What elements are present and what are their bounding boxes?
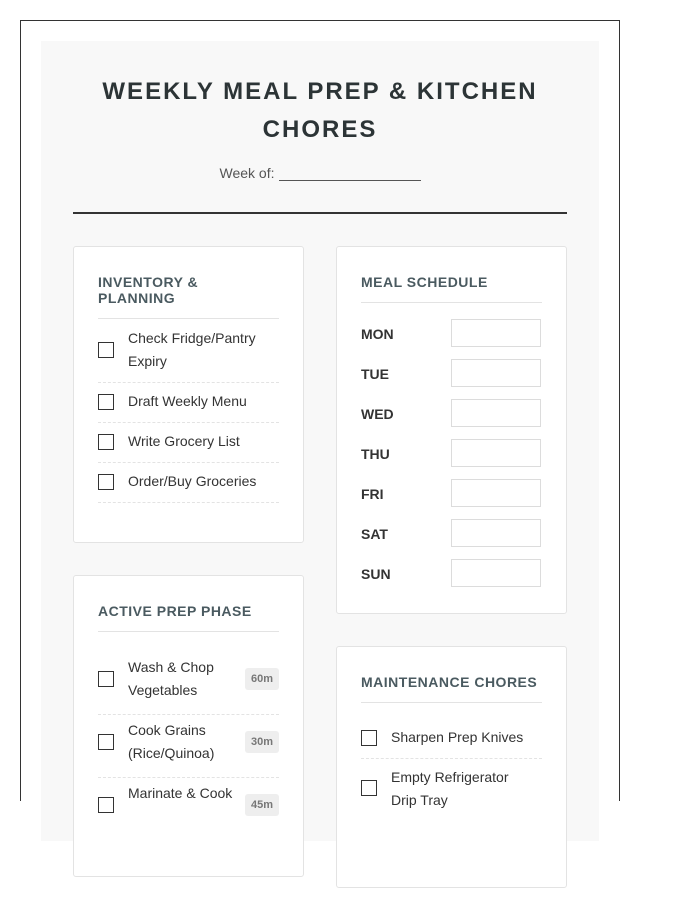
task-label-line: Wash & Chop — [128, 659, 214, 675]
task-row — [98, 714, 279, 778]
task-label: Draft Weekly Menu — [128, 393, 247, 409]
day-label-wed: WED — [361, 406, 394, 422]
task-label-line: Check Fridge/Pantry — [128, 330, 256, 346]
day-label-fri: FRI — [361, 486, 384, 502]
task-row — [361, 718, 542, 759]
meal-input-wed[interactable] — [451, 399, 541, 427]
inventory-card-title: INVENTORY & PLANNING — [98, 274, 279, 319]
meal-input-fri[interactable] — [451, 479, 541, 507]
task-label-line: Expiry — [128, 353, 167, 369]
week-of-field — [41, 165, 599, 181]
task-checkbox[interactable] — [98, 671, 114, 687]
task-label — [391, 766, 508, 812]
task-row — [98, 651, 279, 715]
title-line-1: WEEKLY MEAL PREP & KITCHEN — [102, 78, 538, 105]
task-checkbox[interactable] — [361, 730, 377, 746]
task-label — [128, 719, 214, 765]
prep-phase-card — [73, 575, 304, 877]
week-of-blank-line[interactable] — [279, 166, 421, 181]
meal-input-thu[interactable] — [451, 439, 541, 467]
planner-sheet — [41, 41, 599, 841]
task-checkbox[interactable] — [98, 474, 114, 490]
task-label: Sharpen Prep Knives — [391, 729, 524, 745]
task-checkbox[interactable] — [98, 434, 114, 450]
day-label-tue: TUE — [361, 366, 389, 382]
time-estimate-badge: 60m — [245, 668, 279, 690]
task-label: Marinate & Cook — [128, 785, 233, 801]
meal-schedule-card-title: MEAL SCHEDULE — [361, 274, 542, 303]
day-label-thu: THU — [361, 446, 390, 462]
task-label: Write Grocery List — [128, 433, 240, 449]
task-label-line: Empty Refrigerator — [391, 769, 509, 785]
task-checkbox[interactable] — [98, 734, 114, 750]
meal-input-tue[interactable] — [451, 359, 541, 387]
meal-input-sat[interactable] — [451, 519, 541, 547]
task-label: Order/Buy Groceries — [128, 473, 257, 489]
day-label-sun: SUN — [361, 566, 391, 582]
page-title — [41, 73, 599, 149]
maintenance-card — [336, 646, 567, 888]
task-label — [128, 327, 256, 373]
task-row — [98, 322, 279, 383]
task-row — [98, 462, 279, 503]
week-of-label: Week of: — [219, 165, 275, 181]
task-label-line: Vegetables — [128, 682, 198, 698]
task-checkbox[interactable] — [361, 780, 377, 796]
inventory-card — [73, 246, 304, 543]
task-label-line: Drip Tray — [391, 792, 448, 808]
day-label-mon: MON — [361, 326, 394, 342]
task-row — [98, 382, 279, 423]
meal-input-sun[interactable] — [451, 559, 541, 587]
task-checkbox[interactable] — [98, 342, 114, 358]
time-estimate-badge: 30m — [245, 731, 279, 753]
task-checkbox[interactable] — [98, 394, 114, 410]
task-label-line: (Rice/Quinoa) — [128, 745, 215, 761]
meal-schedule-card — [336, 246, 567, 614]
title-line-2: CHORES — [262, 116, 378, 143]
day-label-sat: SAT — [361, 526, 388, 542]
task-row — [361, 758, 542, 821]
task-label-line: Cook Grains — [128, 722, 206, 738]
task-checkbox[interactable] — [98, 797, 114, 813]
task-row — [98, 777, 279, 840]
maintenance-card-title: MAINTENANCE CHORES — [361, 674, 542, 703]
task-row — [98, 422, 279, 463]
task-label — [128, 656, 214, 702]
page-frame — [20, 20, 620, 811]
meal-input-mon[interactable] — [451, 319, 541, 347]
header-divider — [73, 212, 567, 214]
time-estimate-badge: 45m — [245, 794, 279, 816]
prep-phase-card-title: ACTIVE PREP PHASE — [98, 603, 279, 632]
